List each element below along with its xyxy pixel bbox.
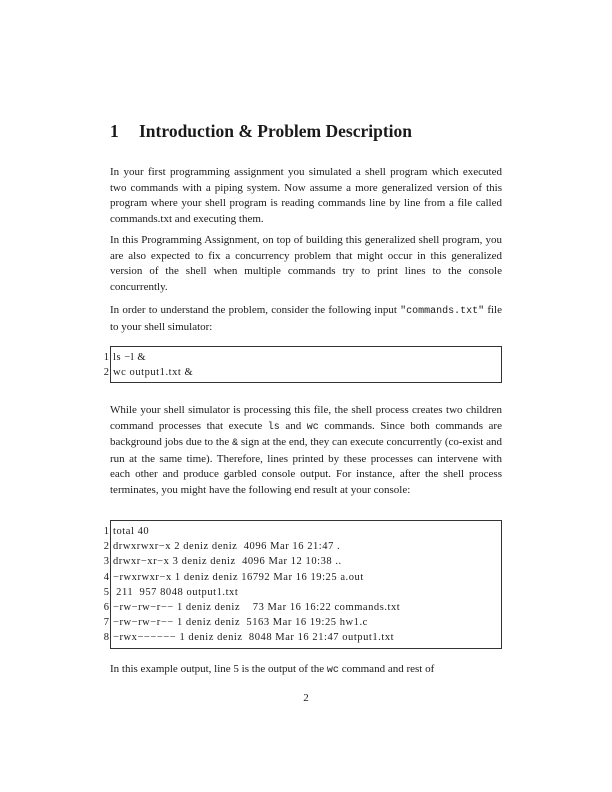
line-number: 6 xyxy=(103,601,109,613)
code-text: total 40 xyxy=(113,526,150,537)
code-line xyxy=(103,365,501,380)
code-text: ls −l & xyxy=(113,352,147,363)
line-number: 2 xyxy=(103,541,109,553)
code-line xyxy=(103,554,501,569)
line-number: 1 xyxy=(103,352,109,363)
line-number: 8 xyxy=(103,632,109,644)
code-line xyxy=(103,630,501,645)
line-number: 2 xyxy=(103,367,109,379)
line-number: 5 xyxy=(103,586,109,598)
code-listing-output xyxy=(103,520,502,649)
line-number: 3 xyxy=(103,556,109,568)
code-line xyxy=(103,539,501,554)
code-text: −rw−rw−r−− 1 deniz deniz 5163 Mar 16 19:25 hw1.c xyxy=(113,617,368,629)
line-number: 7 xyxy=(103,617,109,629)
line-number: 1 xyxy=(103,526,109,537)
code-text: −rwx−−−−−− 1 deniz deniz 8048 Mar 16 21:47 output1.txt xyxy=(113,632,395,644)
code-text: drwxr−xr−x 3 deniz deniz 4096 Mar 12 10:38 .. xyxy=(113,556,342,568)
section-number: 1 xyxy=(110,121,119,141)
paragraph-input-file: In order to understand the problem, consider the following input "commands.txt" file to your shell simulator: xyxy=(110,304,502,333)
code-line xyxy=(103,524,501,539)
code-line xyxy=(103,600,501,615)
code-text: −rwxrwxr−x 1 deniz deniz 16792 Mar 16 19:25 a.out xyxy=(113,571,364,583)
section-heading xyxy=(110,121,412,142)
paragraph-output-explanation: In this example output, line 5 is the output of the wc command and rest of xyxy=(110,663,435,676)
code-line xyxy=(103,570,501,585)
inline-code-wc: wc xyxy=(326,665,339,676)
code-text: drwxrwxr−x 2 deniz deniz 4096 Mar 16 21:47 . xyxy=(113,541,341,553)
inline-code-ampersand: & xyxy=(232,438,239,449)
paragraph-explanation: While your shell simulator is processing this file, the shell process creates two children command processes that execute ls and wc commands. Since both commands are background jobs due to the & sign at the end, they can execute concurrently (co-exist and run at the same time). Therefore, lines printed by these processes can intervene with each other and produce garbled console output. For instance, after the shell process terminates, you might have the following end result at your console: xyxy=(110,404,502,496)
paragraph-intro: In your first programming assignment you simulated a shell program which executed two commands with a piping system. Now assume a more generalized version of this program where your shell program is reading commands line by line from a file called commands.txt and executing them. xyxy=(110,166,502,225)
inline-code-wc: wc xyxy=(306,421,319,433)
code-line xyxy=(103,615,501,630)
code-text: 211 957 8048 output1.txt xyxy=(113,586,239,598)
line-number: 4 xyxy=(103,571,109,583)
inline-code-filename: "commands.txt" xyxy=(400,306,485,317)
code-text: −rw−rw−r−− 1 deniz deniz 73 Mar 16 16:22 commands.txt xyxy=(113,601,401,613)
code-line xyxy=(103,350,501,365)
paragraph-concurrency: In this Programming Assignment, on top of building this generalized shell program, you are also expected to fix a concurrency problem that might occur in this generalized version of the shell when multiple commands try to print lines to the console concurrently. xyxy=(110,234,502,293)
inline-code-ls: ls xyxy=(267,421,280,433)
code-listing-commands xyxy=(103,346,502,383)
code-line xyxy=(103,585,501,600)
section-title: Introduction & Problem Description xyxy=(139,121,413,141)
page-number: 2 xyxy=(303,692,309,704)
code-text: wc output1.txt & xyxy=(113,367,194,379)
